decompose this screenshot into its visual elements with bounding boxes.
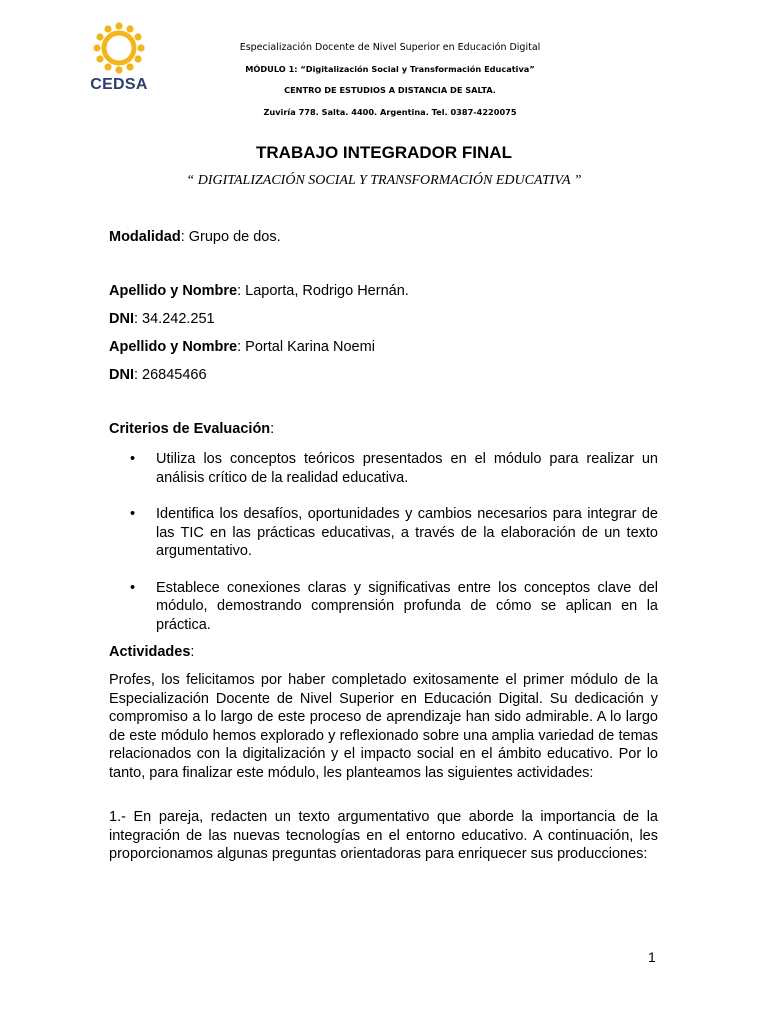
header-program-line: Especialización Docente de Nivel Superior en Educación Digital xyxy=(239,42,541,53)
actividades-paragraph-task1: 1.- En pareja, redacten un texto argumentativo que aborde la importancia de la integración de las nuevas tecnologías en el entorno educativo. A continuación, les proporcionamos algunas preguntas orientadoras para enriquecer sus producciones: xyxy=(109,809,658,862)
list-item-text: Identifica los desafíos, oportunidades y cambios necesarios para integrar de las TIC en las prácticas educativas, a través de la elaboración de un texto argumentativo. xyxy=(156,506,658,559)
criterios-list xyxy=(109,450,658,634)
actividades-heading xyxy=(109,643,194,662)
header-address-line: Zuviría 778. Salta. 4400. Argentina. Tel. 0387-4220075 xyxy=(263,107,517,117)
modalidad-field xyxy=(109,228,281,247)
bullet-icon: • xyxy=(130,579,136,596)
criterios-heading-colon: : xyxy=(270,421,275,437)
modalidad-value: : Grupo de dos. xyxy=(180,229,281,245)
student2-dni-field xyxy=(109,366,207,385)
modalidad-label: Modalidad xyxy=(109,229,181,245)
list-item xyxy=(109,505,658,561)
bullet-icon: • xyxy=(130,451,136,467)
actividades-heading-label: Actividades xyxy=(109,644,191,660)
actividades-heading-colon: : xyxy=(190,644,195,660)
actividades-paragraph-intro: Profes, los felicitamos por haber completado exitosamente el primer módulo de la Especialización Docente de Nivel Superior en Educación Digital. Su dedicación y compromiso a lo largo de este proceso de aprendizaje han sido admirable. A lo largo de este módulo hemos explorado y reflexionado sobre una amplia variedad de temas relacionados con la digitalización y el impacto social en el ámbito educativo. Por lo tanto, para finalizar este módulo, les planteamos las siguientes actividades: xyxy=(109,672,658,781)
bullet-icon: • xyxy=(130,506,136,522)
student2-dni-label: DNI xyxy=(109,367,134,383)
document-title: TRABAJO INTEGRADOR FINAL xyxy=(256,143,512,162)
list-item xyxy=(109,579,658,635)
list-item xyxy=(109,450,658,487)
student1-name-field xyxy=(109,282,409,301)
student2-name-value: : Portal Karina Noemi xyxy=(237,339,375,355)
header-institution-line: CENTRO DE ESTUDIOS A DISTANCIA DE SALTA. xyxy=(284,85,496,95)
student2-name-label: Apellido y Nombre xyxy=(109,339,238,355)
student1-dni-value: : 34.242.251 xyxy=(133,311,215,327)
criterios-heading xyxy=(109,420,274,439)
criterios-heading-label: Criterios de Evaluación xyxy=(109,421,271,437)
logo-text: CEDSA xyxy=(90,76,148,93)
document-subtitle: “ DIGITALIZACIÓN SOCIAL Y TRANSFORMACIÓN EDUCATIVA ” xyxy=(186,173,582,188)
sun-gear-logo-icon xyxy=(93,22,145,74)
list-item-text: Establece conexiones claras y significativas entre los conceptos clave del módulo, demostrando comprensión profunda de cómo se aplican en la práctica. xyxy=(156,579,658,633)
cedsa-logo xyxy=(84,22,154,96)
student1-name-value: : Laporta, Rodrigo Hernán. xyxy=(237,283,409,299)
student1-dni-field xyxy=(109,310,215,329)
list-item-text: Utiliza los conceptos teóricos presentados en el módulo para realizar un análisis crítico de la realidad educativa. xyxy=(156,451,658,486)
page-number: 1 xyxy=(648,949,656,965)
student2-dni-value: : 26845466 xyxy=(133,367,207,383)
header-module-line: MÓDULO 1: “Digitalización Social y Transformación Educativa” xyxy=(245,64,535,74)
student1-name-label: Apellido y Nombre xyxy=(109,283,238,299)
student2-name-field xyxy=(109,338,375,357)
student1-dni-label: DNI xyxy=(109,311,134,327)
